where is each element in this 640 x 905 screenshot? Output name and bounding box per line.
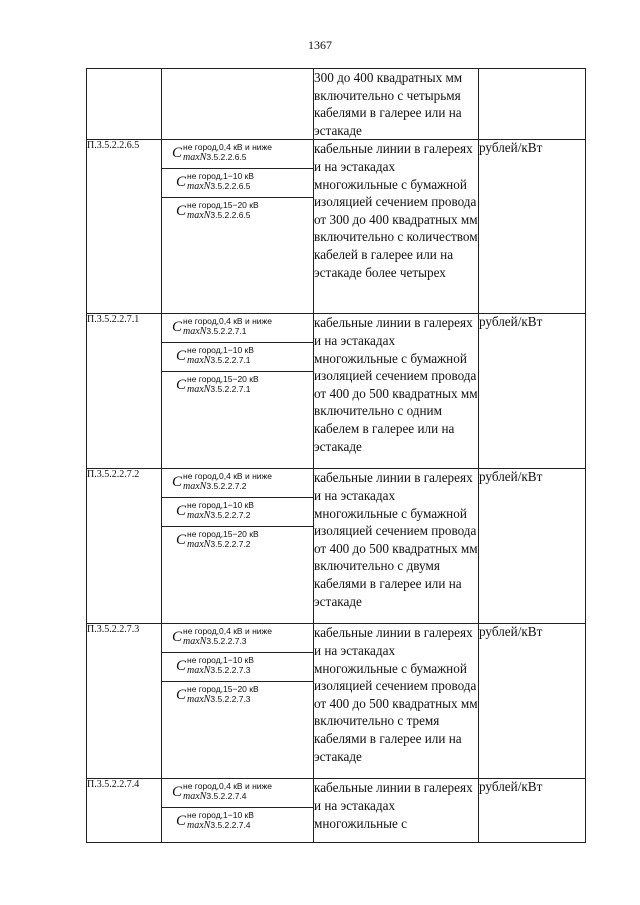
variables-cell (162, 624, 314, 779)
description-cell: кабельные линии в галереях и на эстакадах многожильные с бумажной изоляцией сечением провода от 400 до 500 квадратных мм включительно с двумя кабелями в галерее или на эстакаде (314, 469, 479, 624)
variables-cell (162, 779, 314, 843)
tariff-variable: C не город,15−20 кВ maxN3.5.2.2.7.3 (176, 684, 259, 706)
tariff-variable: C не город,0,4 кВ и ниже maxN3.5.2.2.6.5 (162, 140, 313, 169)
code-cell: П.3.5.2.2.7.4 (87, 779, 162, 843)
tariff-variable: C не город,1−10 кВ maxN3.5.2.2.7.2 (162, 498, 313, 527)
tariff-variable: C не город,15−20 кВ maxN3.5.2.2.7.2 (176, 529, 259, 551)
code-cell: П.3.5.2.2.7.1 (87, 314, 162, 469)
unit-cell: рублей/кВт (479, 140, 586, 314)
table-row (87, 314, 586, 469)
description-cell: кабельные линии в галереях и на эстакадах многожильные с бумажной изоляцией сечением провода от 400 до 500 квадратных мм включительно с тремя кабелями в галерее или на эстакаде (314, 624, 479, 779)
table-row (87, 624, 586, 779)
tariff-variable: C не город,15−20 кВ maxN3.5.2.2.7.1 (176, 374, 259, 396)
code-cell: П.3.5.2.2.7.3 (87, 624, 162, 779)
tariff-variable: C не город,0,4 кВ и ниже maxN3.5.2.2.7.3 (162, 624, 313, 653)
tariff-variable: C не город,1−10 кВ maxN3.5.2.2.7.3 (162, 653, 313, 682)
description-cell: 300 до 400 квадратных мм включительно с четырьмя кабелями в галерее или на эстакаде (314, 69, 479, 140)
page-number: 1367 (308, 38, 332, 52)
variables-cell (162, 469, 314, 624)
table-row (87, 779, 586, 843)
tariff-variable: C не город,0,4 кВ и ниже maxN3.5.2.2.7.2 (162, 469, 313, 498)
unit-cell: рублей/кВт (479, 469, 586, 624)
description-cell: кабельные линии в галереях и на эстакадах многожильные с бумажной изоляцией сечением провода от 400 до 500 квадратных мм включительно с одним кабелем в галерее или на эстакаде (314, 314, 479, 469)
code-cell: П.3.5.2.2.7.2 (87, 469, 162, 624)
unit-cell (479, 69, 586, 140)
description-cell: кабельные линии в галереях и на эстакадах многожильные с бумажной изоляцией сечением провода от 300 до 400 квадратных мм включительно с количеством кабелей в галерее или на эстакаде более четырех (314, 140, 479, 314)
unit-cell: рублей/кВт (479, 779, 586, 843)
tariff-variable: C не город,1−10 кВ maxN3.5.2.2.6.5 (162, 169, 313, 198)
table-row (87, 69, 586, 140)
tariff-table (86, 68, 586, 843)
tariff-variable: C не город,15−20 кВ maxN3.5.2.2.6.5 (176, 200, 259, 222)
unit-cell: рублей/кВт (479, 624, 586, 779)
variables-cell (162, 140, 314, 314)
variables-cell (162, 314, 314, 469)
description-cell: кабельные линии в галереях и на эстакадах многожильные с (314, 779, 479, 843)
code-cell (87, 69, 162, 140)
table-row (87, 469, 586, 624)
code-cell: П.3.5.2.2.6.5 (87, 140, 162, 314)
tariff-variable: C не город,1−10 кВ maxN3.5.2.2.7.4 (176, 810, 254, 832)
unit-cell: рублей/кВт (479, 314, 586, 469)
tariff-variable: C не город,0,4 кВ и ниже maxN3.5.2.2.7.1 (162, 314, 313, 343)
table-row (87, 140, 586, 314)
tariff-variable: C не город,1−10 кВ maxN3.5.2.2.7.1 (162, 343, 313, 372)
tariff-variable: C не город,0,4 кВ и ниже maxN3.5.2.2.7.4 (162, 779, 313, 808)
variables-cell (162, 69, 314, 140)
